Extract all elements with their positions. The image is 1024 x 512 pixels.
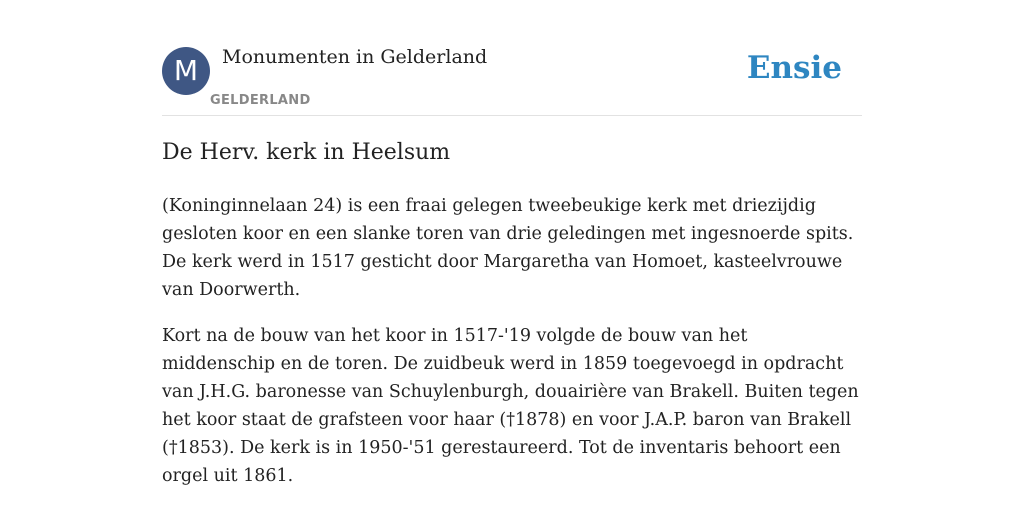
brand-logo[interactable]: Ensie	[746, 50, 842, 86]
article-paragraph-2: Kort na de bouw van het koor in 1517-'19 volgde de bouw van het middenschip en de toren. De zuidbeuk werd in 1859 toegevoegd in opdracht van J.H.G. baronesse van Schuylenburgh, douairière van Brakell. Buiten tegen het koor staat de grafsteen voor haar (†1878) en voor J.A.P. baron van Brakell (†1853). De kerk is in 1950-'51 gerestaureerd. Tot de inventaris behoort een orgel uit 1861.	[162, 326, 859, 486]
article-paragraph-1: (Koninginnelaan 24) is een fraai gelegen tweebeukige kerk met driezijdig gesloten koor en een slanke toren van drie geledingen met ingesnoerde spits. De kerk werd in 1517 gesticht door Margaretha van Homoet, kasteelvrouwe van Doorwerth.	[162, 196, 854, 300]
avatar[interactable]: M	[162, 47, 210, 95]
site-title-link[interactable]: Monumenten in Gelderland	[222, 46, 488, 68]
header	[162, 46, 862, 116]
article-body	[162, 192, 864, 508]
header-divider	[162, 115, 862, 116]
article-title: De Herv. kerk in Heelsum	[162, 140, 451, 165]
category-link[interactable]: GELDERLAND	[210, 93, 311, 108]
